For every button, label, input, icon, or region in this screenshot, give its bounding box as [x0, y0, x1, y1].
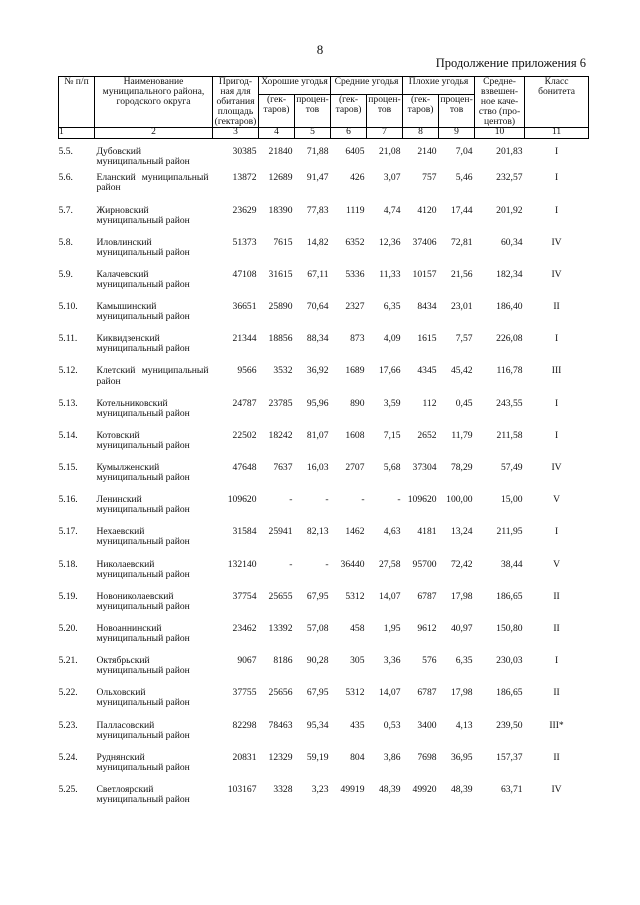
table-row: [59, 431, 589, 463]
class-cell: IV: [551, 462, 562, 473]
medium-hectares-cell: 804: [350, 751, 365, 763]
medium-percent-cell: 3,86: [383, 751, 401, 763]
table-row: [59, 656, 589, 688]
weighted-quality-cell: 230,03: [496, 655, 523, 667]
bad-hectares-cell: 4345: [417, 365, 437, 377]
suitable-area-cell: 9067: [237, 655, 257, 667]
bad-percent-cell: 36,95: [450, 751, 473, 763]
medium-hectares-cell: 5312: [345, 687, 365, 699]
table-row: [59, 785, 589, 817]
header-good-hectares: (гек-таров): [259, 94, 295, 128]
class-cell: II: [553, 590, 560, 602]
bad-hectares-cell: 37304: [412, 462, 437, 473]
row-index: 5.22.: [58, 687, 78, 699]
suitable-area-cell: 24787: [232, 397, 257, 409]
suitable-area-cell: 132140: [227, 558, 257, 570]
header-good-percent: процен-тов: [295, 94, 331, 128]
medium-percent-cell: 4,63: [383, 526, 401, 538]
bad-hectares-cell: 9612: [417, 622, 437, 634]
district-name: Жирновский муниципальный район: [96, 204, 190, 226]
medium-hectares-cell: 2327: [345, 301, 365, 313]
good-hectares-cell: 3532: [273, 365, 293, 377]
header-num: № п/п: [59, 77, 95, 128]
table-row: [59, 560, 589, 592]
suitable-area-cell: 103167: [227, 783, 257, 795]
bad-percent-cell: 5,46: [455, 172, 473, 184]
bad-percent-cell: 100,00: [446, 494, 473, 506]
district-name: Дубовский муниципальный район: [96, 146, 190, 168]
bad-hectares-cell: 576: [422, 655, 437, 667]
medium-percent-cell: 6,35: [383, 301, 401, 313]
suitable-area-cell: 20831: [232, 751, 257, 763]
class-cell: III: [551, 365, 562, 377]
bad-percent-cell: 7,04: [455, 146, 473, 158]
district-name: Клетский муниципальный район: [96, 365, 209, 387]
good-hectares-cell: 18242: [268, 429, 293, 441]
bad-hectares-cell: 4181: [417, 526, 437, 538]
weighted-quality-cell: 116,78: [496, 365, 523, 377]
district-name: Новоаннинский муниципальный район: [96, 622, 190, 644]
row-index: 5.11.: [58, 333, 78, 345]
header-bad-grounds: Плохие угодья: [403, 77, 475, 95]
weighted-quality-cell: 15,00: [500, 494, 523, 506]
weighted-quality-cell: 211,95: [496, 526, 523, 538]
medium-hectares-cell: 1119: [346, 204, 365, 216]
table-header: [59, 77, 589, 139]
header-bad-hectares: (гек-таров): [403, 94, 439, 128]
header-class: Класс бонитета: [525, 77, 589, 128]
good-hectares-cell: 23785: [268, 397, 293, 409]
suitable-area-cell: 23462: [232, 622, 257, 634]
class-cell: I: [554, 655, 559, 667]
appendix-continuation: Продолжение приложения 6: [435, 56, 586, 70]
suitable-area-cell: 36651: [232, 301, 257, 313]
column-number: 2: [95, 128, 213, 139]
suitable-area-cell: 37755: [232, 687, 257, 699]
bad-hectares-cell: 2140: [417, 146, 437, 158]
weighted-quality-cell: 186,40: [496, 301, 523, 313]
good-hectares-cell: 18856: [268, 333, 293, 345]
bad-percent-cell: 17,98: [450, 687, 473, 699]
table-body: [59, 139, 589, 817]
bad-hectares-cell: 6787: [417, 687, 437, 699]
row-index: 5.17.: [58, 526, 78, 538]
header-good-grounds: Хорошие угодья: [259, 77, 331, 95]
class-cell: I: [554, 526, 559, 538]
row-index: 5.18.: [58, 558, 78, 570]
medium-percent-cell: 5,68: [383, 462, 401, 473]
medium-percent-cell: 1,95: [383, 622, 401, 634]
class-cell: IV: [551, 783, 562, 795]
table-row: [59, 366, 589, 398]
bad-hectares-cell: 109620: [407, 494, 437, 506]
medium-hectares-cell: 890: [350, 397, 365, 409]
good-percent-cell: 67,95: [306, 687, 329, 699]
good-hectares-cell: 25941: [268, 526, 293, 538]
good-percent-cell: 81,07: [306, 429, 329, 441]
good-hectares-cell: 25890: [268, 301, 293, 313]
weighted-quality-cell: 201,83: [496, 146, 523, 158]
table-row: [59, 495, 589, 527]
district-name: Кумылженский муниципальный район: [96, 462, 190, 484]
table-row: [59, 527, 589, 559]
weighted-quality-cell: 38,44: [500, 558, 523, 570]
class-cell: I: [554, 429, 559, 441]
table-row: [59, 238, 589, 270]
good-percent-cell: 82,13: [306, 526, 329, 538]
header-weighted-quality: Средне-взвешен-ное каче-ство (про-центов): [475, 77, 525, 128]
class-cell: III*: [549, 719, 564, 731]
good-hectares-cell: 18390: [268, 204, 293, 216]
suitable-area-cell: 30385: [232, 146, 257, 158]
good-percent-cell: 95,96: [306, 397, 329, 409]
good-percent-cell: 59,19: [306, 751, 329, 763]
weighted-quality-cell: 57,49: [500, 462, 523, 473]
column-number: 4: [259, 128, 295, 139]
column-number: 6: [331, 128, 367, 139]
good-percent-cell: 14,82: [306, 236, 329, 248]
suitable-area-cell: 13872: [232, 172, 257, 184]
medium-hectares-cell: 5336: [345, 268, 365, 280]
table-row: [59, 688, 589, 720]
row-index: 5.23.: [58, 719, 78, 731]
medium-hectares-cell: 458: [350, 622, 365, 634]
good-percent-cell: 91,47: [306, 172, 329, 184]
suitable-area-cell: 82298: [232, 719, 257, 731]
bad-hectares-cell: 37406: [412, 236, 437, 248]
bad-hectares-cell: 757: [422, 172, 437, 184]
medium-percent-cell: 3,59: [383, 397, 401, 409]
good-percent-cell: 95,34: [306, 719, 329, 731]
class-cell: II: [553, 301, 560, 313]
good-percent-cell: 88,34: [306, 333, 329, 345]
row-index: 5.10.: [58, 301, 78, 313]
header-medium-hectares: (гек-таров): [331, 94, 367, 128]
district-name: Иловлинский муниципальный район: [96, 236, 190, 258]
suitable-area-cell: 47108: [232, 268, 257, 280]
district-name: Ольховский муниципальный район: [96, 687, 190, 709]
district-name: Котельниковский муниципальный район: [96, 397, 190, 419]
suitable-area-cell: 22502: [232, 429, 257, 441]
good-hectares-cell: 13392: [268, 622, 293, 634]
bad-percent-cell: 6,35: [455, 655, 473, 667]
table-row: [59, 753, 589, 785]
page-number: 8: [316, 42, 324, 57]
good-percent-cell: 36,92: [306, 365, 329, 377]
row-index: 5.20.: [58, 622, 78, 634]
row-index: 5.13.: [58, 397, 78, 409]
medium-hectares-cell: 426: [350, 172, 365, 184]
good-hectares-cell: -: [289, 558, 293, 570]
table-row: [59, 173, 589, 205]
bad-percent-cell: 72,81: [450, 236, 473, 248]
medium-hectares-cell: 1689: [345, 365, 365, 377]
bad-hectares-cell: 4120: [417, 204, 437, 216]
column-number: 7: [367, 128, 403, 139]
district-name: Еланский муниципальный район: [96, 172, 209, 194]
district-name: Калачевский муниципальный район: [96, 268, 190, 290]
district-name: Котовский муниципальный район: [96, 429, 190, 451]
row-index: 5.25.: [58, 783, 78, 795]
good-hectares-cell: 21840: [268, 146, 293, 158]
medium-percent-cell: 11,33: [379, 268, 401, 280]
class-cell: II: [553, 622, 560, 634]
good-percent-cell: 67,95: [306, 590, 329, 602]
row-index: 5.16.: [58, 494, 78, 506]
medium-percent-cell: 4,74: [383, 204, 401, 216]
row-index: 5.21.: [58, 655, 78, 667]
table-row: [59, 206, 589, 238]
medium-percent-cell: 3,07: [383, 172, 401, 184]
row-index: 5.15.: [58, 462, 78, 473]
row-index: 5.14.: [58, 429, 78, 441]
column-number: 8: [403, 128, 439, 139]
class-cell: I: [554, 397, 559, 409]
good-hectares-cell: 7615: [273, 236, 293, 248]
bad-hectares-cell: 95700: [412, 558, 437, 570]
suitable-area-cell: 9566: [237, 365, 257, 377]
bad-hectares-cell: 10157: [412, 268, 437, 280]
good-hectares-cell: 8186: [273, 655, 293, 667]
bad-hectares-cell: 8434: [417, 301, 437, 313]
class-cell: I: [554, 172, 559, 184]
row-index: 5.19.: [58, 590, 78, 602]
good-hectares-cell: 12689: [268, 172, 293, 184]
medium-percent-cell: 14,07: [378, 590, 401, 602]
medium-hectares-cell: 49919: [340, 783, 365, 795]
table-row: [59, 302, 589, 334]
weighted-quality-cell: 182,34: [496, 268, 523, 280]
medium-percent-cell: 14,07: [378, 687, 401, 699]
row-index: 5.12.: [58, 365, 78, 377]
district-name: Октябрьский муниципальный район: [96, 655, 190, 677]
district-name: Светлоярский муниципальный район: [96, 783, 190, 805]
bad-percent-cell: 0,45: [455, 397, 473, 409]
class-cell: I: [554, 146, 559, 158]
district-name: Камышинский муниципальный район: [96, 301, 190, 323]
bad-percent-cell: 40,97: [450, 622, 473, 634]
bad-percent-cell: 13,24: [450, 526, 473, 538]
table-row: [59, 624, 589, 656]
header-name: Наименование муниципального района, городского округа: [95, 77, 213, 128]
medium-percent-cell: 4,09: [383, 333, 401, 345]
hunting-grounds-table: [58, 76, 589, 817]
column-number: 10: [475, 128, 525, 139]
good-hectares-cell: 25656: [268, 687, 293, 699]
suitable-area-cell: 109620: [227, 494, 257, 506]
bad-percent-cell: 45,42: [450, 365, 473, 377]
medium-percent-cell: 17,66: [378, 365, 401, 377]
medium-percent-cell: 12,36: [378, 236, 401, 248]
district-name: Киквидзенский муниципальный район: [96, 333, 190, 355]
column-number: 9: [439, 128, 475, 139]
good-hectares-cell: -: [289, 494, 293, 506]
district-name: Нехаевский муниципальный район: [96, 526, 190, 548]
bad-hectares-cell: 49920: [412, 783, 437, 795]
bad-percent-cell: 72,42: [450, 558, 473, 570]
weighted-quality-cell: 232,57: [496, 172, 523, 184]
good-percent-cell: 3,23: [311, 783, 329, 795]
medium-percent-cell: 21,08: [378, 146, 401, 158]
column-number: 11: [525, 128, 589, 139]
medium-hectares-cell: -: [361, 494, 365, 506]
weighted-quality-cell: 186,65: [496, 590, 523, 602]
column-number-row: [59, 128, 589, 139]
medium-hectares-cell: 36440: [340, 558, 365, 570]
medium-percent-cell: 27,58: [378, 558, 401, 570]
district-name: Руднянский муниципальный район: [96, 751, 190, 773]
class-cell: I: [554, 204, 559, 216]
bad-percent-cell: 7,57: [455, 333, 473, 345]
bad-percent-cell: 11,79: [451, 429, 473, 441]
weighted-quality-cell: 63,71: [500, 783, 523, 795]
good-percent-cell: 71,88: [306, 146, 329, 158]
header-bad-percent: процен-тов: [439, 94, 475, 128]
weighted-quality-cell: 201,92: [496, 204, 523, 216]
medium-hectares-cell: 5312: [345, 590, 365, 602]
row-index: 5.24.: [58, 751, 78, 763]
medium-hectares-cell: 1608: [345, 429, 365, 441]
suitable-area-cell: 47648: [232, 462, 257, 473]
district-name: Палласовский муниципальный район: [96, 719, 190, 741]
suitable-area-cell: 37754: [232, 590, 257, 602]
weighted-quality-cell: 239,50: [496, 719, 523, 731]
table-row: [59, 334, 589, 366]
medium-percent-cell: 7,15: [383, 429, 401, 441]
table-row: [59, 139, 589, 174]
medium-percent-cell: 0,53: [383, 719, 401, 731]
medium-hectares-cell: 435: [350, 719, 365, 731]
row-index: 5.9.: [58, 268, 73, 280]
medium-hectares-cell: 6352: [345, 236, 365, 248]
medium-hectares-cell: 873: [350, 333, 365, 345]
class-cell: II: [553, 687, 560, 699]
suitable-area-cell: 51373: [232, 236, 257, 248]
class-cell: II: [553, 751, 560, 763]
suitable-area-cell: 21344: [232, 333, 257, 345]
good-hectares-cell: 12329: [268, 751, 293, 763]
table-row: [59, 463, 589, 495]
good-percent-cell: 77,83: [306, 204, 329, 216]
good-hectares-cell: 25655: [268, 590, 293, 602]
good-percent-cell: -: [325, 558, 329, 570]
header-medium-percent: процен-тов: [367, 94, 403, 128]
good-hectares-cell: 3328: [273, 783, 293, 795]
class-cell: IV: [551, 236, 562, 248]
table-row: [59, 270, 589, 302]
bad-percent-cell: 4,13: [455, 719, 473, 731]
bad-hectares-cell: 2652: [417, 429, 437, 441]
suitable-area-cell: 31584: [232, 526, 257, 538]
bad-hectares-cell: 1615: [417, 333, 437, 345]
weighted-quality-cell: 157,37: [496, 751, 523, 763]
district-name: Николаевский муниципальный район: [96, 558, 190, 580]
bad-percent-cell: 17,98: [450, 590, 473, 602]
good-percent-cell: -: [325, 494, 329, 506]
bad-percent-cell: 78,29: [450, 462, 473, 473]
medium-hectares-cell: 305: [350, 655, 365, 667]
weighted-quality-cell: 243,55: [496, 397, 523, 409]
good-hectares-cell: 78463: [268, 719, 293, 731]
bad-hectares-cell: 3400: [417, 719, 437, 731]
good-percent-cell: 70,64: [306, 301, 329, 313]
column-number: 3: [213, 128, 259, 139]
table-row: [59, 721, 589, 753]
medium-hectares-cell: 1462: [345, 526, 365, 538]
class-cell: V: [553, 558, 561, 570]
bad-percent-cell: 17,44: [450, 204, 473, 216]
row-index: 5.5.: [58, 146, 73, 158]
medium-hectares-cell: 6405: [345, 146, 365, 158]
suitable-area-cell: 23629: [232, 204, 257, 216]
medium-hectares-cell: 2707: [345, 462, 365, 473]
weighted-quality-cell: 60,34: [500, 236, 523, 248]
medium-percent-cell: -: [397, 494, 401, 506]
table-row: [59, 592, 589, 624]
header-suitable-area: Пригод-ная для обитания площадь (гектаров): [213, 77, 259, 128]
weighted-quality-cell: 150,80: [496, 622, 523, 634]
good-hectares-cell: 31615: [268, 268, 293, 280]
district-name: Новониколаевский муниципальный район: [96, 590, 190, 612]
weighted-quality-cell: 186,65: [496, 687, 523, 699]
bad-percent-cell: 23,01: [450, 301, 473, 313]
bad-hectares-cell: 7698: [417, 751, 437, 763]
row-index: 5.8.: [58, 236, 73, 248]
column-number: 1: [59, 128, 95, 139]
good-percent-cell: 67,11: [307, 268, 329, 280]
bad-hectares-cell: 6787: [417, 590, 437, 602]
bad-percent-cell: 21,56: [450, 268, 473, 280]
row-index: 5.7.: [58, 204, 73, 216]
column-number: 5: [295, 128, 331, 139]
medium-percent-cell: 48,39: [378, 783, 401, 795]
class-cell: V: [553, 494, 561, 506]
weighted-quality-cell: 226,08: [496, 333, 523, 345]
row-index: 5.6.: [58, 172, 73, 184]
bad-hectares-cell: 112: [422, 397, 437, 409]
good-hectares-cell: 7637: [273, 462, 293, 473]
good-percent-cell: 90,28: [306, 655, 329, 667]
medium-percent-cell: 3,36: [383, 655, 401, 667]
weighted-quality-cell: 211,58: [496, 429, 523, 441]
bad-percent-cell: 48,39: [450, 783, 473, 795]
class-cell: I: [554, 333, 559, 345]
header-medium-grounds: Средние угодья: [331, 77, 403, 95]
table-row: [59, 399, 589, 431]
district-name: Ленинский муниципальный район: [96, 494, 190, 516]
class-cell: IV: [551, 268, 562, 280]
good-percent-cell: 16,03: [306, 462, 329, 473]
good-percent-cell: 57,08: [306, 622, 329, 634]
